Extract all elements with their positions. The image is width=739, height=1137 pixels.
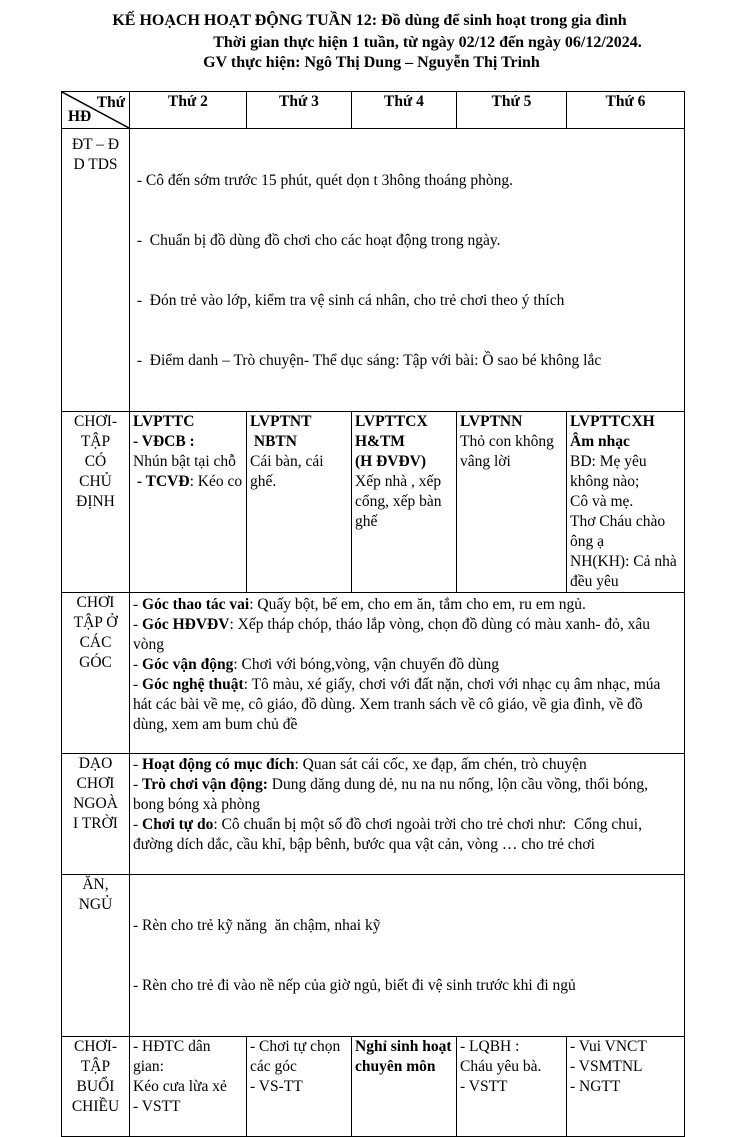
afternoon-wed: Nghỉ sinh hoạt chuyên môn	[352, 1037, 457, 1137]
focused-play-wed: LVPTTCX H&TM (H ĐVĐV) Xếp nhà , xếp cổng, xếp bàn ghế	[352, 412, 457, 593]
day-header-tue: Thứ 3	[247, 92, 352, 129]
corner-play-content	[130, 593, 685, 754]
corner-activity-label: HĐ	[68, 108, 92, 125]
eat-sleep-line: - Rèn cho trẻ đi vào nề nếp của giờ ngủ, biết đi vệ sinh trước khi đi ngủ	[133, 977, 576, 994]
day-header-thu: Thứ 5	[457, 92, 567, 129]
row-eat-sleep	[62, 875, 685, 1037]
document-time: Thời gian thực hiện 1 tuần, từ ngày 02/12 đến ngày 06/12/2024.	[213, 34, 642, 51]
document-teacher: GV thực hiện: Ngô Thị Dung – Nguyễn Thị Trinh	[203, 54, 540, 71]
corner-play-item: - Góc nghệ thuật: Tô màu, xé giấy, chơi với đất nặn, chơi với nhạc cụ âm nhạc, múa hát các bài về mẹ, cô giáo, đồ dùng. Xem tranh sách về cô giáo, về gia đình, về đồ dùng, xem am bum chủ đề	[133, 676, 661, 733]
row-label-focused-play: CHƠI- TẬP CÓ CHỦ ĐỊNH	[62, 412, 130, 593]
row-label-outdoor: DẠO CHƠI NGOÀ I TRỜI	[62, 754, 130, 875]
weekly-plan-table	[61, 91, 685, 1137]
row-afternoon	[62, 1037, 685, 1137]
corner-play-item: - Góc thao tác vai: Quấy bột, bế em, cho em ăn, tắm cho em, ru em ngủ.	[133, 596, 586, 613]
row-corner-play	[62, 593, 685, 754]
outdoor-content	[130, 754, 685, 875]
reception-line: - Cô đến sớm trước 15 phút, quét dọn t 3hông thoáng phòng.	[133, 172, 513, 189]
reception-content	[130, 129, 685, 412]
eat-sleep-line: - Rèn cho trẻ kỹ năng ăn chậm, nhai kỹ	[133, 917, 381, 934]
reception-line: - Đón trẻ vào lớp, kiểm tra vệ sinh cá nhân, cho trẻ chơi theo ý thích	[133, 292, 565, 309]
afternoon-thu: - LQBH : Cháu yêu bà. - VSTT	[457, 1037, 567, 1137]
row-outdoor	[62, 754, 685, 875]
row-label-reception: ĐT – Đ D TDS	[62, 129, 130, 412]
focused-play-mon: LVPTTC - VĐCB : Nhún bật tại chỗ - TCVĐ: Kéo co	[130, 412, 247, 593]
row-focused-play	[62, 412, 685, 593]
focused-play-thu: LVPTNN Thỏ con không vâng lời	[457, 412, 567, 593]
reception-line: - Chuẩn bị đồ dùng đồ chơi cho các hoạt động trong ngày.	[133, 232, 501, 249]
afternoon-tue: - Chơi tự chọn các góc - VS-TT	[247, 1037, 352, 1137]
header-row	[62, 92, 685, 129]
row-reception	[62, 129, 685, 412]
document-title: KẾ HOẠCH HOẠT ĐỘNG TUẦN 12: Đồ dùng để sinh hoạt trong gia đình	[112, 12, 627, 29]
reception-line: - Điểm danh – Trò chuyện- Thể dục sáng: Tập với bài: Ồ sao bé không lắc	[133, 352, 602, 369]
row-label-corner-play: CHƠI TẬP Ở CÁC GÓC	[62, 593, 130, 754]
afternoon-fri: - Vui VNCT - VSMTNL - NGTT	[567, 1037, 685, 1137]
focused-play-fri: LVPTTCXH Âm nhạc BD: Mẹ yêu không nào; Cô và mẹ. Thơ Cháu chào ông ạ NH(KH): Cả nhà đều yêu	[567, 412, 685, 593]
row-label-afternoon: CHƠI- TẬP BUỔI CHIỀU	[62, 1037, 130, 1137]
outdoor-item: - Hoạt động có mục đích: Quan sát cái cốc, xe đạp, ấm chén, trò chuyện	[133, 756, 587, 773]
focused-play-tue: LVPTNT NBTN Cái bàn, cái ghế.	[247, 412, 352, 593]
corner-play-item: - Góc vận động: Chơi với bóng,vòng, vận chuyển đồ dùng	[133, 656, 500, 673]
day-header-wed: Thứ 4	[352, 92, 457, 129]
day-header-mon: Thứ 2	[130, 92, 247, 129]
corner-play-item: - Góc HĐVĐV: Xếp tháp chóp, tháo lắp vòng, chọn đồ dùng có màu xanh- đỏ, xâu vòng	[133, 616, 651, 653]
outdoor-item: - Trò chơi vận động: Dung dăng dung dẻ, nu na nu nống, lộn cầu vồng, thổi bóng, bong bóng xà phòng	[133, 776, 652, 813]
corner-cell	[62, 92, 130, 129]
row-label-eat-sleep: ĂN, NGỦ	[62, 875, 130, 1037]
eat-sleep-content	[130, 875, 685, 1037]
afternoon-mon: - HĐTC dân gian: Kéo cưa lừa xẻ - VSTT	[130, 1037, 247, 1137]
outdoor-item: - Chơi tự do: Cô chuẩn bị một số đồ chơi ngoài trời cho trẻ chơi như: Cổng chui, đường dích dắc, cầu khỉ, bập bênh, bước qua vật cản, vòng … cho trẻ chơi	[133, 816, 646, 853]
corner-day-label: Thứ	[96, 94, 125, 111]
day-header-fri: Thứ 6	[567, 92, 685, 129]
